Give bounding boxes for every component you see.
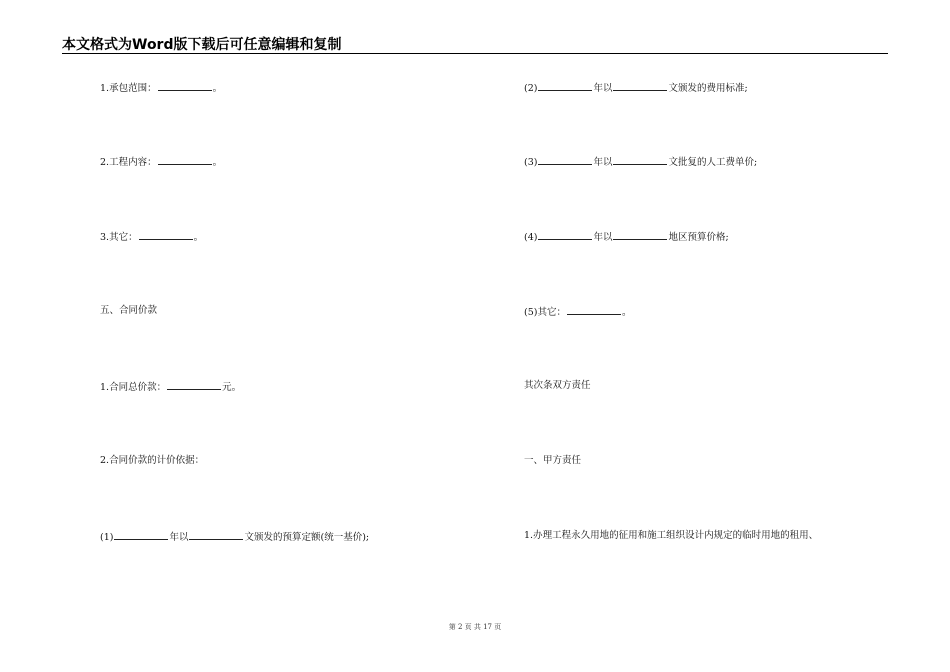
basis-item-2-number: (2) — [524, 83, 538, 94]
other-line — [100, 230, 203, 244]
pricing-basis-line: 2.合同价款的计价依据： — [100, 455, 205, 466]
basis-item-1-text: 文颁发的预算定额(统一基价); — [244, 532, 370, 543]
other-end: 。 — [193, 232, 204, 243]
basis-item-3-doc-blank — [613, 155, 667, 165]
basis-item-5-line — [524, 305, 631, 319]
basis-item-3-text: 文批复的人工费单价; — [668, 157, 758, 168]
scope-label: 1.承包范围： — [100, 83, 157, 94]
header-divider — [62, 53, 888, 54]
basis-item-4-number: (4) — [524, 232, 538, 243]
basis-item-2-year-blank — [538, 81, 592, 91]
total-price-line — [100, 380, 241, 394]
party-a-responsibilities-heading: 一、甲方责任 — [524, 455, 582, 466]
page-number-footer: 第 2 页 共 17 页 — [448, 623, 502, 631]
basis-item-1-year-blank — [114, 530, 168, 540]
basis-item-4-line — [524, 230, 729, 244]
scope-blank — [158, 81, 212, 91]
total-price-end: 元。 — [222, 382, 242, 393]
work-content-line — [100, 155, 222, 169]
scope-end: 。 — [212, 83, 223, 94]
document-header-title: 本文格式为Word版下载后可任意编辑和复制 — [62, 37, 342, 53]
basis-item-2-mid: 年以 — [593, 83, 613, 94]
basis-item-5-label: (5)其它： — [524, 307, 566, 318]
basis-item-4-text: 地区预算价格; — [668, 232, 729, 243]
basis-item-4-mid: 年以 — [593, 232, 613, 243]
basis-item-3-line — [524, 155, 757, 169]
basis-item-5-blank — [567, 305, 621, 315]
basis-item-4-year-blank — [538, 230, 592, 240]
basis-item-3-mid: 年以 — [593, 157, 613, 168]
work-content-end: 。 — [212, 157, 223, 168]
total-price-label: 1.合同总价款： — [100, 382, 167, 393]
section-contract-price-heading: 五、合同价款 — [100, 305, 158, 316]
basis-item-1-line — [100, 530, 369, 544]
other-label: 3.其它： — [100, 232, 138, 243]
basis-item-5-end: 。 — [621, 307, 632, 318]
basis-item-1-doc-blank — [189, 530, 243, 540]
party-a-item-1-line: 1.办理工程永久用地的征用和施工组织设计内规定的临时用地的租用、 — [524, 530, 819, 541]
basis-item-1-mid: 年以 — [169, 532, 189, 543]
article-responsibilities-heading: 其次条双方责任 — [524, 380, 591, 391]
scope-line — [100, 81, 222, 95]
basis-item-1-number: (1) — [100, 532, 114, 543]
basis-item-2-line — [524, 81, 748, 95]
basis-item-4-doc-blank — [613, 230, 667, 240]
other-blank — [139, 230, 193, 240]
work-content-blank — [158, 155, 212, 165]
basis-item-3-number: (3) — [524, 157, 538, 168]
basis-item-2-doc-blank — [613, 81, 667, 91]
basis-item-3-year-blank — [538, 155, 592, 165]
work-content-label: 2.工程内容： — [100, 157, 157, 168]
basis-item-2-text: 文颁发的费用标准; — [668, 83, 748, 94]
total-price-blank — [167, 380, 221, 390]
